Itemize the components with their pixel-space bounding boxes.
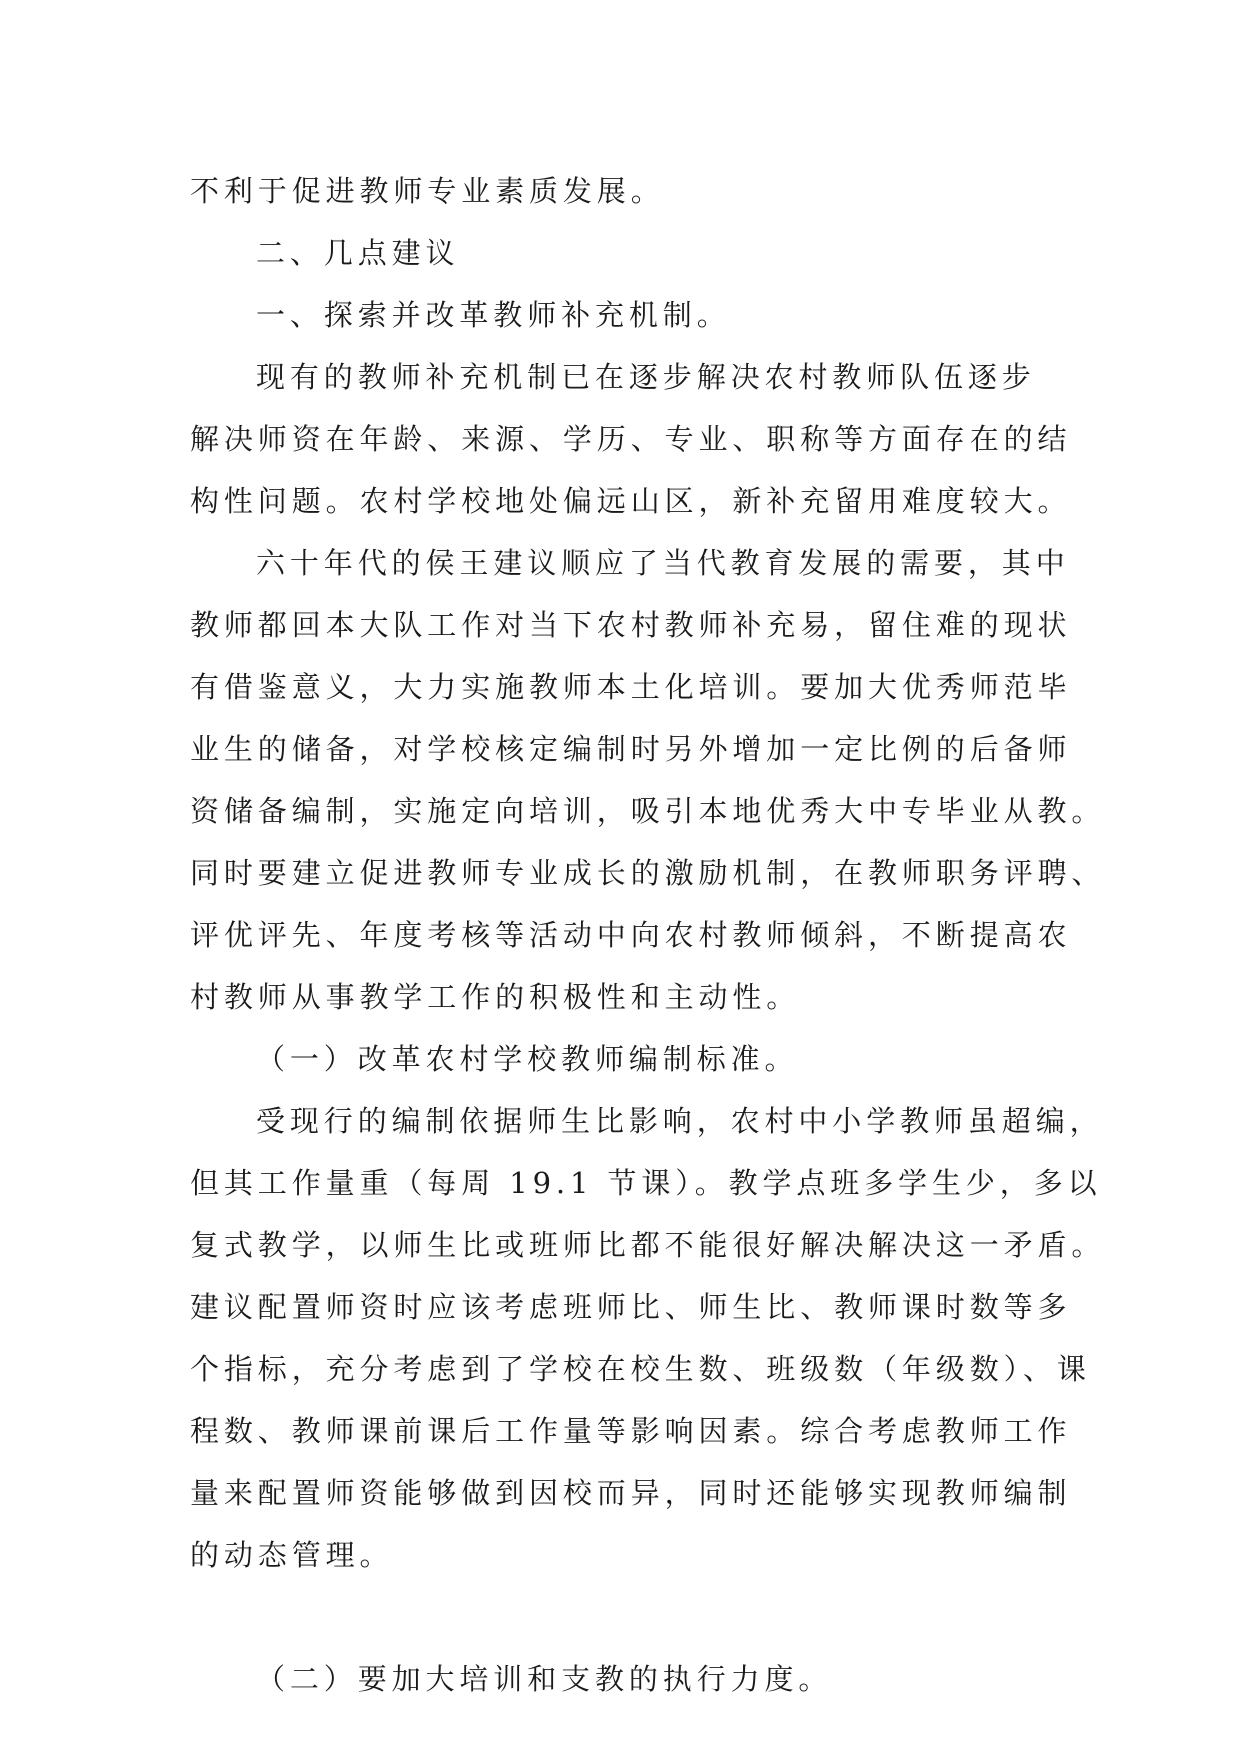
body-text-line: 有借鉴意义，大力实施教师本土化培训。要加大优秀师范毕 [190, 670, 1072, 704]
body-text-line: 构性问题。农村学校地处偏远山区，新补充留用难度较大。 [190, 484, 1072, 518]
body-text-line: 业生的储备，对学校核定编制时另外增加一定比例的后备师 [190, 732, 1072, 766]
section-heading: 二、几点建议 [256, 236, 460, 270]
subsection-heading: 一、探索并改革教师补充机制。 [256, 298, 731, 332]
subsection-heading: （一）改革农村学校教师编制标准。 [256, 1042, 799, 1076]
body-text-line: 建议配置师资时应该考虑班师比、师生比、教师课时数等多 [190, 1290, 1072, 1324]
body-text-line: 同时要建立促进教师专业成长的激励机制，在教师职务评聘、 [190, 856, 1106, 890]
body-text-line: 量来配置师资能够做到因校而异，同时还能够实现教师编制 [190, 1476, 1072, 1510]
document-body [190, 160, 1106, 1710]
body-text-line: 的动态管理。 [190, 1538, 394, 1572]
paragraph-first-line: 六十年代的侯王建议顺应了当代教育发展的需要，其中 [256, 546, 1070, 580]
body-text-line: 程数、教师课前课后工作量等影响因素。综合考虑教师工作 [190, 1414, 1072, 1448]
body-text-line: 但其工作量重（每周 19.1 节课）。教学点班多学生少，多以 [190, 1166, 1102, 1200]
body-text-line: 不利于促进教师专业素质发展。 [190, 174, 665, 208]
body-text-line: 教师都回本大队工作对当下农村教师补充易，留住难的现状 [190, 608, 1072, 642]
body-text-line: 解决师资在年龄、来源、学历、专业、职称等方面存在的结 [190, 422, 1072, 456]
paragraph-first-line: 现有的教师补充机制已在逐步解决农村教师队伍逐步 [256, 360, 1036, 394]
body-text-line: 资储备编制，实施定向培训，吸引本地优秀大中专毕业从教。 [190, 794, 1106, 828]
body-text-line: 个指标，充分考虑到了学校在校生数、班级数（年级数）、课 [190, 1352, 1091, 1386]
paragraph-first-line: 受现行的编制依据师生比影响，农村中小学教师虽超编， [256, 1104, 1104, 1138]
body-text-line: 复式教学，以师生比或班师比都不能很好解决解决这一矛盾。 [190, 1228, 1106, 1262]
body-text-line: 村教师从事教学工作的积极性和主动性。 [190, 980, 801, 1014]
body-text-line: 评优评先、年度考核等活动中向农村教师倾斜，不断提高农 [190, 918, 1072, 952]
subsection-heading: （二）要加大培训和支教的执行力度。 [256, 1662, 833, 1696]
paragraph-spacer [190, 1586, 1060, 1648]
